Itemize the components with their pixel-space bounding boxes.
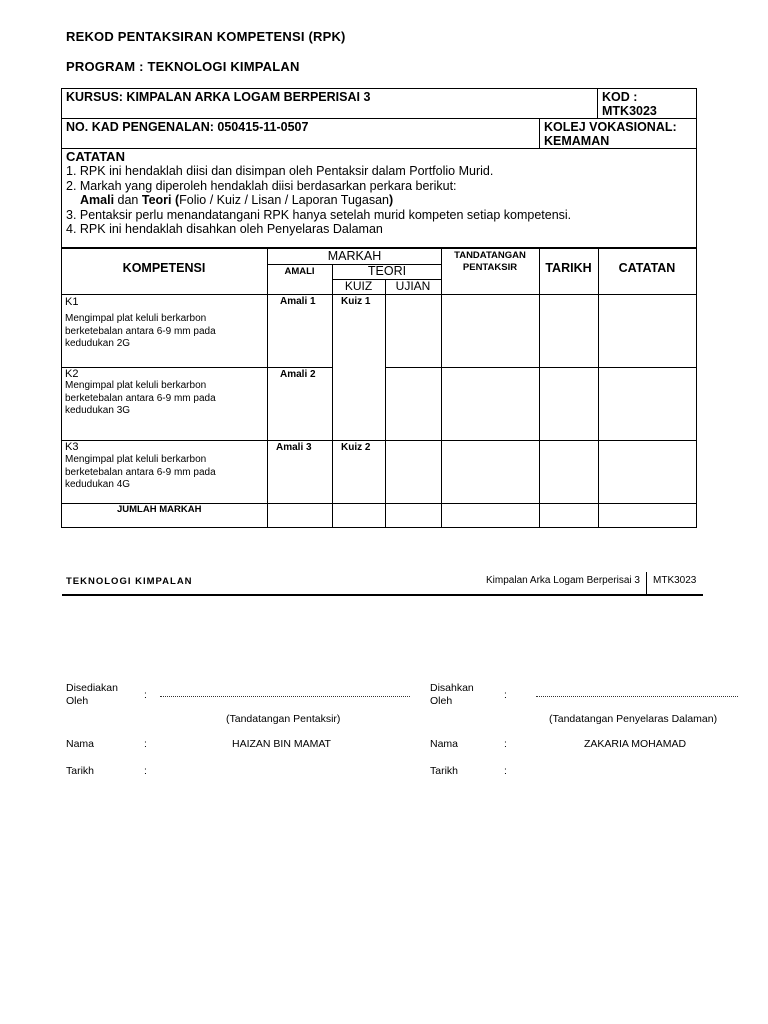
nama-penyelaras: ZAKARIA MOHAMAD bbox=[584, 738, 687, 750]
col-teori: TEORI bbox=[367, 264, 407, 278]
tandatangan-pentaksir: (Tandatangan Pentaksir) bbox=[226, 713, 341, 725]
nama-label-left: Nama bbox=[66, 738, 95, 750]
signature-line-pentaksir[interactable] bbox=[160, 696, 410, 697]
row-code: K1 bbox=[65, 296, 79, 308]
kolej-value: KEMAMAN bbox=[544, 134, 610, 148]
row-desc: Mengimpal plat keluli berkarbon berketebalan antara 6-9 mm pada kedudukan 3G bbox=[65, 380, 216, 416]
footer-divider bbox=[646, 572, 647, 594]
disahkan-label: Disahkan Oleh bbox=[430, 682, 474, 707]
tarikh-label-left: Tarikh bbox=[66, 765, 95, 777]
kolej-label: KOLEJ VOKASIONAL: bbox=[544, 120, 677, 134]
row-desc: Mengimpal plat keluli berkarbon berketebalan antara 6-9 mm pada kedudukan 2G bbox=[65, 313, 216, 349]
footer-rule bbox=[62, 594, 703, 596]
col-catatan: CATATAN bbox=[618, 261, 676, 275]
nama-pentaksir: HAIZAN BIN MAMAT bbox=[232, 738, 331, 750]
colon: : bbox=[504, 689, 507, 701]
col-markah: MARKAH bbox=[327, 249, 382, 263]
jumlah-markah: JUMLAH MARKAH bbox=[117, 504, 202, 515]
row-amali: Amali 3 bbox=[276, 442, 312, 453]
col-amali: AMALI bbox=[284, 266, 315, 277]
tarikh-label-right: Tarikh bbox=[430, 765, 459, 777]
kod-label: KOD : bbox=[602, 90, 638, 104]
note-3-list: Folio / Kuiz / Lisan / Laporan Tugasan bbox=[179, 193, 389, 207]
col-tarikh: TARIKH bbox=[545, 261, 592, 275]
disediakan-label: Disediakan Oleh bbox=[66, 682, 118, 707]
program-title: PROGRAM : TEKNOLOGI KIMPALAN bbox=[66, 59, 300, 74]
note-3 bbox=[80, 193, 393, 207]
document-title: REKOD PENTAKSIRAN KOMPETENSI (RPK) bbox=[66, 29, 346, 44]
row-code: K3 bbox=[65, 441, 79, 453]
notes-heading: CATATAN bbox=[66, 149, 125, 164]
footer-code: MTK3023 bbox=[653, 575, 697, 586]
note-3-dan: dan bbox=[114, 193, 142, 207]
footer-program: TEKNOLOGI KIMPALAN bbox=[66, 576, 193, 587]
col-ujian: UJIAN bbox=[395, 279, 431, 293]
note-1: 1. RPK ini hendaklah diisi dan disimpan oleh Pentaksir dalam Portfolio Murid. bbox=[66, 164, 494, 178]
row-desc: Mengimpal plat keluli berkarbon berketebalan antara 6-9 mm pada kedudukan 4G bbox=[65, 454, 216, 490]
colon: : bbox=[504, 738, 507, 750]
col-kuiz: KUIZ bbox=[344, 279, 373, 293]
note-3-close: ) bbox=[389, 193, 394, 207]
row-amali: Amali 1 bbox=[280, 296, 316, 307]
note-4: 3. Pentaksir perlu menandatangani RPK hanya setelah murid kompeten setiap kompetensi. bbox=[66, 208, 572, 222]
row-kuiz: Kuiz 1 bbox=[341, 296, 371, 307]
colon: : bbox=[144, 738, 147, 750]
nama-label-right: Nama bbox=[430, 738, 459, 750]
col-kompetensi: KOMPETENSI bbox=[122, 261, 206, 275]
colon: : bbox=[144, 765, 147, 777]
row-amali: Amali 2 bbox=[280, 369, 316, 380]
row-kuiz: Kuiz 2 bbox=[341, 442, 371, 453]
kursus-text: KURSUS: KIMPALAN ARKA LOGAM BERPERISAI 3 bbox=[66, 90, 371, 104]
colon: : bbox=[144, 689, 147, 701]
note-3-teori: Teori ( bbox=[141, 193, 180, 207]
colon: : bbox=[504, 765, 507, 777]
note-5: 4. RPK ini hendaklah disahkan oleh Penyelaras Dalaman bbox=[66, 222, 383, 236]
col-pentaksir: PENTAKSIR bbox=[462, 262, 518, 273]
tandatangan-penyelaras: (Tandatangan Penyelaras Dalaman) bbox=[549, 713, 718, 725]
kad-text: NO. KAD PENGENALAN: 050415-11-0507 bbox=[66, 120, 309, 134]
note-2: 2. Markah yang diperoleh hendaklah diisi berdasarkan perkara berikut: bbox=[66, 179, 457, 193]
signature-line-penyelaras[interactable] bbox=[536, 696, 738, 697]
row-code: K2 bbox=[65, 368, 79, 380]
note-3-amali: Amali bbox=[80, 193, 115, 207]
col-tandatangan: TANDATANGAN bbox=[454, 250, 526, 261]
kod-value: MTK3023 bbox=[602, 104, 657, 118]
footer-course: Kimpalan Arka Logam Berperisai 3 bbox=[486, 575, 640, 586]
